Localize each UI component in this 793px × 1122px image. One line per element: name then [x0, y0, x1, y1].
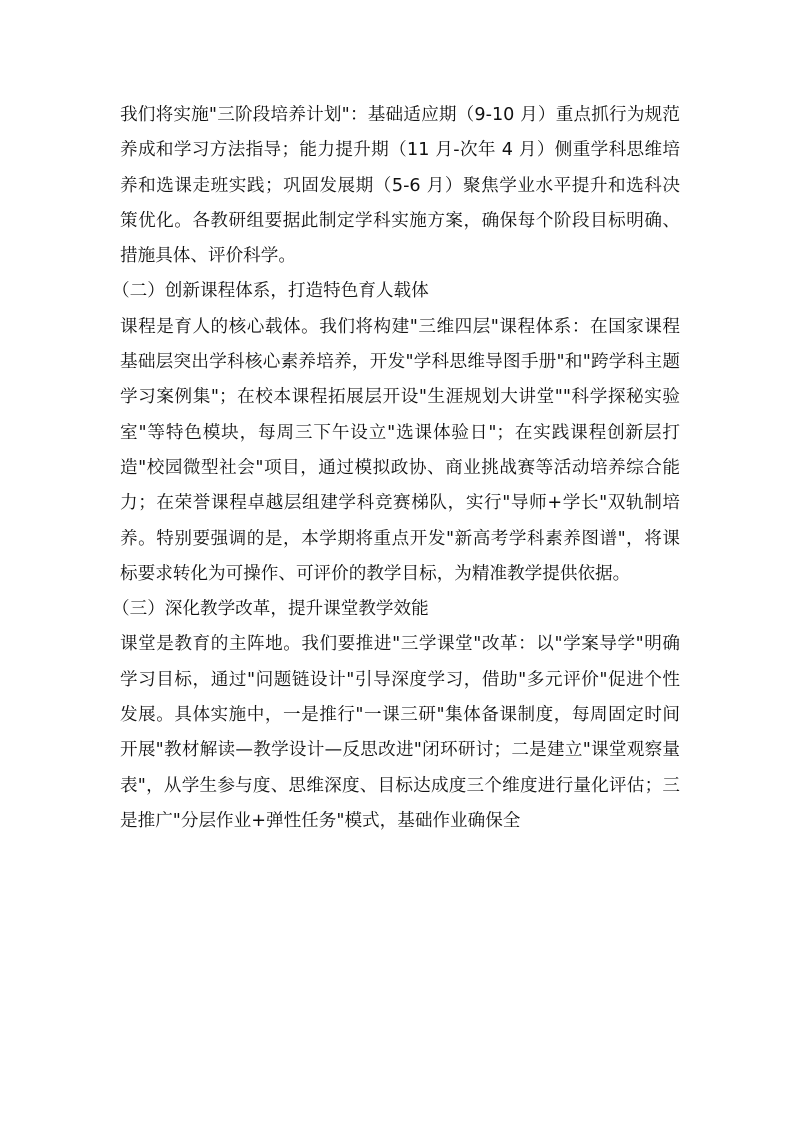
document-body [112, 98, 680, 839]
section-heading-curriculum: （二）创新课程体系，打造特色育人载体 [112, 281, 429, 302]
paragraph-curriculum-system: 课程是育人的核心载体。我们将构建"三维四层"课程体系：在国家课程基础层突出学科核心素养培养，开发"学科思维导图手册"和"跨学科主题学习案例集"；在校本课程拓展层开设"生涯规划大讲堂""科学探秘实验室"等特色模块，每周三下午设立"选课体验日"；在实践课程创新层打造"校园微型社会"项目，通过模拟政协、商业挑战赛等活动培养综合能力；在荣誉课程卓越层组建学科竞赛梯队，实行"导师+学长"双轨制培养。特别要强调的是，本学期将重点开发"新高考学科素养图谱"，将课标要求转化为可操作、可评价的教学目标，为精准教学提供依据。 [120, 316, 680, 584]
section-heading-teaching-reform: （三）深化教学改革，提升课堂教学效能 [112, 599, 429, 620]
paragraph-teaching-reform: 课堂是教育的主阵地。我们要推进"三学课堂"改革：以"学案导学"明确学习目标，通过"问题链设计"引导深度学习，借助"多元评价"促进个性发展。具体实施中，一是推行"一课三研"集体备课制度，每周固定时间开展"教材解读—教学设计—反思改进"闭环研讨；二是建立"课堂观察量表"，从学生参与度、思维深度、目标达成度三个维度进行量化评估；三是推广"分层作业+弹性任务"模式，基础作业确保全 [120, 634, 680, 831]
paragraph-training-plan: 我们将实施"三阶段培养计划"：基础适应期（9-10 月）重点抓行为规范养成和学习方法指导；能力提升期（11 月-次年 4 月）侧重学科思维培养和选课走班实践；巩固发展期（5-6 月）聚焦学业水平提升和选科决策优化。各教研组要据此制定学科实施方案，确保每个阶段目标明确、措施具体、评价科学。 [120, 105, 680, 267]
